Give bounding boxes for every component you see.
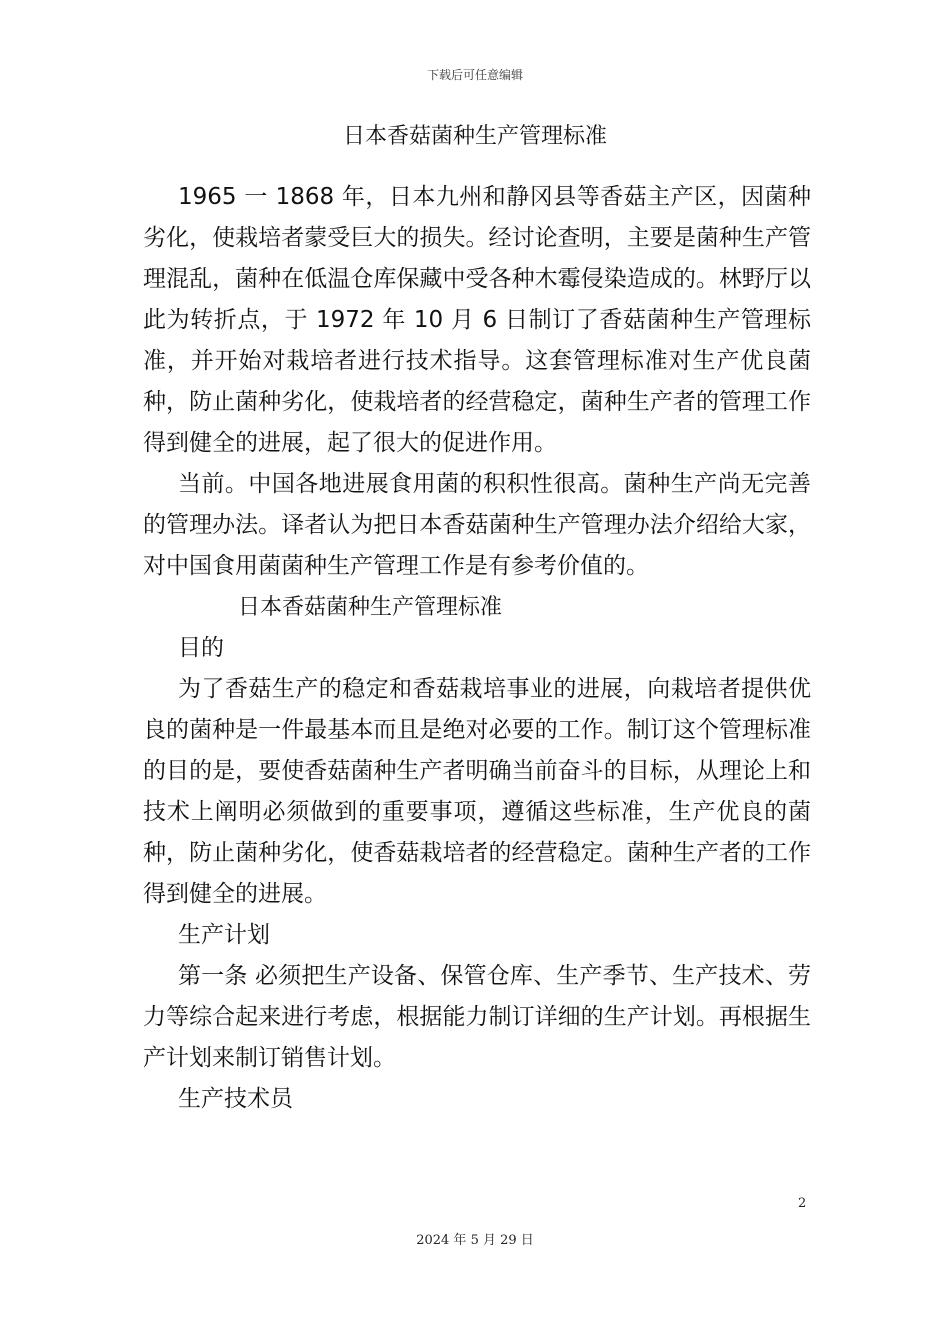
header-note: 下载后可任意编辑 bbox=[426, 68, 523, 82]
purpose-heading: 目的 bbox=[178, 635, 224, 661]
intro-paragraph-1: 1965 一 1868 年，日本九州和静冈县等香菇主产区，因菌种劣化，使栽培者蒙受巨大的损失。经讨论查明，主要是菌种生产管理混乱，菌种在低温仓库保藏中受各种木霉侵染造成的。林野厅以此为转折点，于 1972 年 10 月 6 日制订了香菇菌种生产管理标准，并开始对栽培者进行技术指导。这套管理标准对生产优良菌种，防止菌种劣化，使栽培者的经营稳定，菌种生产者的管理工作得到健全的进展，起了很大的促进作用。 bbox=[143, 184, 811, 456]
document-title: 日本香菇菌种生产管理标准 bbox=[342, 124, 607, 149]
section-title: 日本香菇菌种生产管理标准 bbox=[238, 595, 503, 620]
plan-heading: 生产计划 bbox=[178, 922, 270, 948]
footer-date: 2024 年 5 月 29 日 bbox=[416, 1233, 534, 1248]
purpose-paragraph: 为了香菇生产的稳定和香菇栽培事业的进展，向栽培者提供优良的菌种是一件最基本而且是绝对必要的工作。制订这个管理标准的目的是，要使香菇菌种生产者明确当前奋斗的目标，从理论上和技术上阐明必须做到的重要事项，遵循这些标准，生产优良的菌种，防止菌种劣化，使香菇栽培者的经营稳定。菌种生产者的工作得到健全的进展。 bbox=[143, 676, 811, 907]
tech-heading: 生产技术员 bbox=[178, 1086, 293, 1112]
document-body bbox=[143, 177, 811, 1120]
page-number: 2 bbox=[798, 1196, 807, 1211]
article-one-paragraph: 第一条 必须把生产设备、保管仓库、生产季节、生产技术、劳力等综合起来进行考虑，根据能力制订详细的生产计划。再根据生产计划来制订销售计划。 bbox=[143, 963, 811, 1071]
intro-paragraph-2: 当前。中国各地进展食用菌的积积性很高。菌种生产尚无完善的管理办法。译者认为把日本香菇菌种生产管理办法介绍给大家，对中国食用菌菌种生产管理工作是有参考价值的。 bbox=[143, 471, 811, 579]
